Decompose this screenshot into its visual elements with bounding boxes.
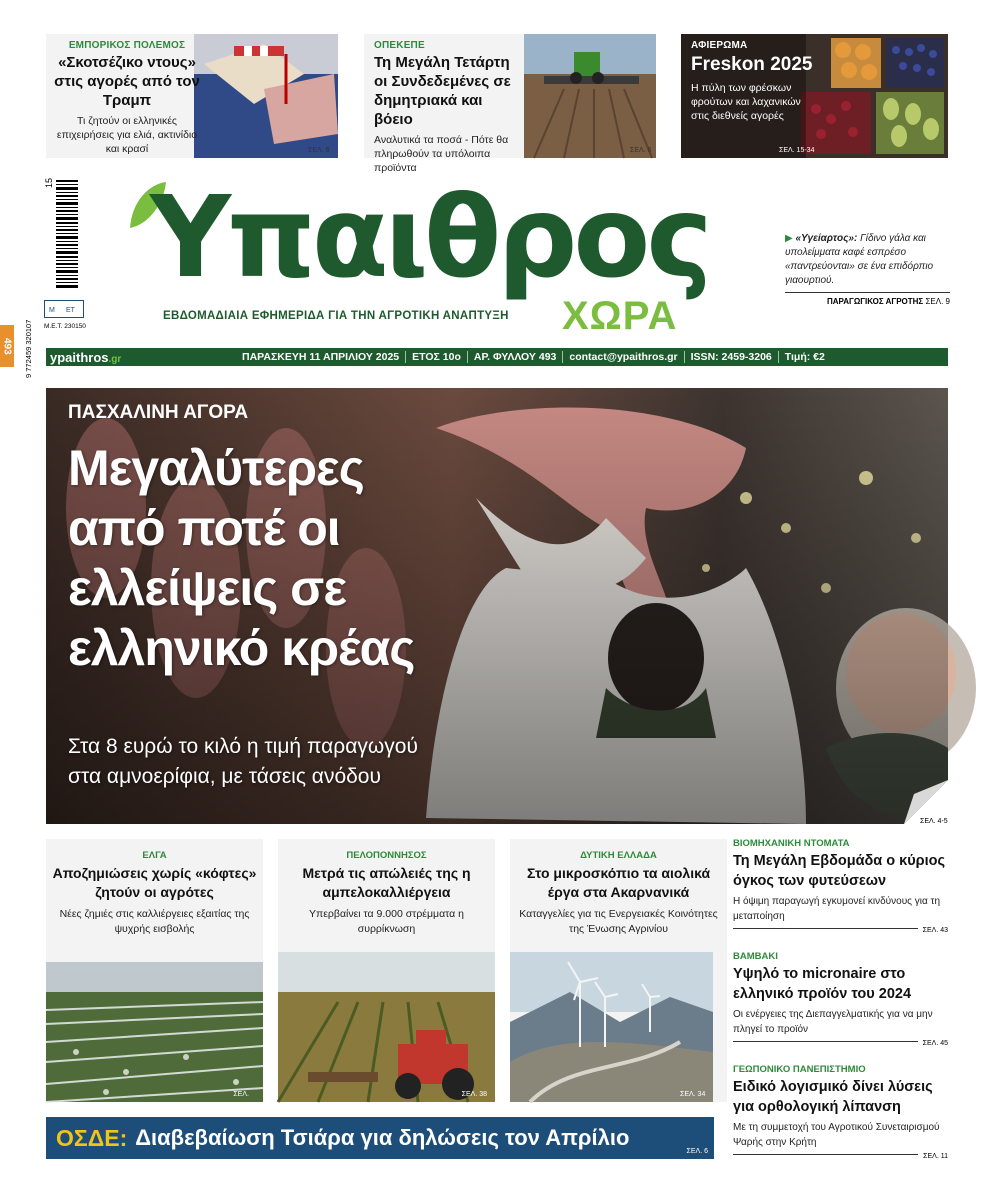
teaser-title: Τη Μεγάλη Τετάρτη οι Συνδεδεμένες σε δημητριακά και βόειο xyxy=(374,54,511,128)
teaser-category: ΕΜΠΟΡΙΚΟΣ ΠΟΛΕΜΟΣ xyxy=(68,40,186,51)
dateline-price: Τιμή: €2 xyxy=(778,351,831,363)
masthead-teaser-text: Γίδινο γάλα και υπολείμματα καφέ εσπρέσο «παντρεύονται» σε ένα επιδόρπιο γιαουρτιού. xyxy=(785,233,934,286)
teaser-image-money xyxy=(194,34,338,158)
teaser-subtitle: Η πύλη των φρέσκων φρούτων και λαχανικών στις διεθνείς αγορές xyxy=(691,82,801,122)
barcode-icon xyxy=(56,180,78,290)
card-peloponnese[interactable] xyxy=(278,839,495,1102)
hero-headline-line: Μεγαλύτερες xyxy=(68,440,364,496)
side-category: ΓΕΩΠΟΝΙΚΟ ΠΑΝΕΠΙΣΤΗΜΙΟ xyxy=(733,1064,866,1075)
teaser-page: ΣΕΛ. 6 xyxy=(630,147,652,154)
side-title: Ειδικό λογισμικό δίνει λύσεις για ορθολογική λίπανση xyxy=(733,1079,933,1115)
card-image-vineyard-tractor xyxy=(278,952,495,1102)
hero-subhead-line: στα αμνοερίφια, με τάσεις ανόδου xyxy=(68,765,381,788)
card-category: ΔΥΤΙΚΗ ΕΛΛΑΔΑ xyxy=(580,850,657,861)
card-title: Στο μικροσκόπιο τα αιολικά έργα στα Ακαρνανικά xyxy=(526,865,711,900)
side-page: ΣΕΛ. 43 xyxy=(922,927,948,934)
side-category: ΒΙΟΜΗΧΑΝΙΚΗ ΝΤΟΜΑΤΑ xyxy=(733,838,850,849)
side-divider xyxy=(733,1154,918,1155)
teaser-category: ΑΦΙΕΡΩΜΑ xyxy=(691,40,748,51)
card-western-greece[interactable] xyxy=(510,839,727,1102)
banner-label: ΟΣΔΕ: xyxy=(56,1124,128,1151)
hero-page: ΣΕΛ. 4-5 xyxy=(920,818,948,825)
card-category: ΕΛΓΑ xyxy=(142,850,167,861)
side-divider xyxy=(733,1041,918,1042)
masthead-tagline: ΕΒΔΟΜΑΔΙΑΙΑ ΕΦΗΜΕΡΙΔΑ ΓΙΑ ΤΗΝ ΑΓΡΟΤΙΚΗ ΑΝΑΠΤΥΞΗ xyxy=(163,310,509,322)
card-page: ΣΕΛ. 38 xyxy=(461,1091,487,1098)
osde-banner[interactable] xyxy=(46,1117,714,1159)
dateline-brand: ypaithros xyxy=(50,349,109,365)
hero-kicker: ΠΑΣΧΑΛΙΝΗ ΑΓΟΡΑ xyxy=(68,402,249,423)
side-title: Υψηλό το micronaire στο ελληνικό προϊόν του 2024 xyxy=(733,966,912,1002)
side-divider xyxy=(733,928,918,929)
teaser-freskon[interactable] xyxy=(681,34,948,158)
banner-page: ΣΕΛ. 6 xyxy=(686,1148,708,1155)
svg-text:Μ: Μ xyxy=(49,307,55,314)
card-category: ΠΕΛΟΠΟΝΝΗΣΟΣ xyxy=(346,850,427,861)
card-subtitle: Υπερβαίνει τα 9.000 στρέμματα η συρρίκνωση xyxy=(309,908,464,935)
masthead-logo-sub: ΧΩΡΑ xyxy=(562,294,678,338)
card-image-frost-field xyxy=(46,962,263,1102)
side-subtitle: Με τη συμμετοχή του Αγροτικού Συνεταιρισμού Ψαρής στην Κρήτη xyxy=(733,1122,940,1148)
masthead-teaser-page: ΣΕΛ. 9 xyxy=(925,297,950,306)
dateline-issn: ISSN: 2459-3206 xyxy=(684,351,778,363)
masthead-teaser-lead: «Υγείαρτος»: xyxy=(795,233,858,244)
side-subtitle: Η όψιμη παραγωγή εγκυμονεί κινδύνους για τη μεταποίηση xyxy=(733,896,941,922)
dateline-email[interactable]: contact@ypaithros.gr xyxy=(562,351,683,363)
teaser-title: «Σκοτσέζικο ντους» στις αγορές από τον Τραμπ xyxy=(54,54,200,109)
hero-headline-line: από ποτέ οι xyxy=(68,500,340,556)
teaser-category: ΟΠΕΚΕΠΕ xyxy=(374,40,425,51)
card-page: ΣΕΛ. 34 xyxy=(680,1091,706,1098)
card-elga[interactable] xyxy=(46,839,263,1102)
barcode-digits: 9 772459 320107 xyxy=(24,319,33,378)
side-title: Τη Μεγάλη Εβδομάδα ο κύριος όγκος των φυτεύσεων xyxy=(733,853,946,889)
side-page: ΣΕΛ. 11 xyxy=(923,1153,948,1160)
met-logo-icon xyxy=(44,300,84,318)
side-story-cotton[interactable] xyxy=(733,951,948,1047)
dateline-bar xyxy=(46,348,948,366)
teaser-subtitle: Τι ζητούν οι ελληνικές επιχειρήσεις για ελιά, ακτινίδιο και κρασί xyxy=(56,115,198,155)
masthead-logo: Υπαιθρος xyxy=(150,173,709,303)
hero-story[interactable] xyxy=(46,388,948,824)
teaser-title: Freskon 2025 xyxy=(691,54,813,75)
hero-headline xyxy=(68,438,414,678)
masthead-teaser-section: ΠΑΡΑΓΩΓΙΚΟΣ ΑΓΡΟΤΗΣ xyxy=(826,297,924,306)
hero-headline-line: ελλείψεις σε xyxy=(68,560,347,616)
card-title: Αποζημιώσεις χωρίς «κόφτες» ζητούν οι αγρότες xyxy=(52,865,257,900)
teaser-page: ΣΕΛ. 15-34 xyxy=(779,147,815,154)
side-issue-tab xyxy=(0,325,14,367)
card-title: Μετρά τις απώλειές της η αμπελοκαλλιέργεια xyxy=(302,865,471,900)
card-page: ΣΕΛ. xyxy=(233,1091,249,1098)
teaser-subtitle: Αναλυτικά τα ποσά - Πότε θα πληρωθούν τα υπόλοιπα προϊόντα xyxy=(374,134,509,174)
card-subtitle: Καταγγελίες για τις Ενεργειακές Κοινότητες της Ένωσης Αγρινίου xyxy=(519,908,718,935)
dateline-issue: ΑΡ. ΦΥΛΛΟΥ 493 xyxy=(467,351,563,363)
card-image-wind-turbines xyxy=(510,952,713,1102)
side-category: ΒΑΜΒΑΚΙ xyxy=(733,951,778,962)
hero-subhead-line: Στα 8 ευρώ το κιλό η τιμή παραγωγού xyxy=(68,735,418,758)
hero-subhead xyxy=(68,732,418,792)
side-issue-number: 493 xyxy=(1,337,13,355)
dateline-year: ΕΤΟΣ 10ο xyxy=(405,351,467,363)
teaser-trade-war[interactable] xyxy=(46,34,338,158)
side-story-tomato[interactable] xyxy=(733,838,948,934)
side-story-university[interactable] xyxy=(733,1064,948,1160)
teaser-arrow-icon: ▶ xyxy=(785,233,793,244)
hero-headline-line: ελληνικό κρέας xyxy=(68,620,415,676)
card-subtitle: Νέες ζημιές στις καλλιέργειες εξαιτίας της ψυχρής εισβολής xyxy=(59,908,250,935)
masthead-teaser[interactable] xyxy=(785,232,950,306)
barcode-top-number: 15 xyxy=(44,178,54,189)
teaser-page: ΣΕΛ. 8 xyxy=(308,147,330,154)
teaser-opekepe[interactable] xyxy=(364,34,656,174)
dateline-brand-tld: .gr xyxy=(108,353,122,365)
side-page: ΣΕΛ. 45 xyxy=(922,1040,948,1047)
dateline-date: ΠΑΡΑΣΚΕΥΗ 11 ΑΠΡΙΛΙΟΥ 2025 xyxy=(242,351,400,363)
side-subtitle: Οι ενέργειες της Διεπαγγελματικής για να μην πληγεί το προϊόν xyxy=(733,1009,933,1035)
met-code: Μ.Ε.Τ. 230150 xyxy=(44,323,86,330)
teaser-image-tractor xyxy=(524,34,656,158)
banner-text: Διαβεβαίωση Τσιάρα για δηλώσεις τον Απρίλιο xyxy=(135,1125,630,1150)
svg-text:ΕΤ: ΕΤ xyxy=(66,307,75,314)
